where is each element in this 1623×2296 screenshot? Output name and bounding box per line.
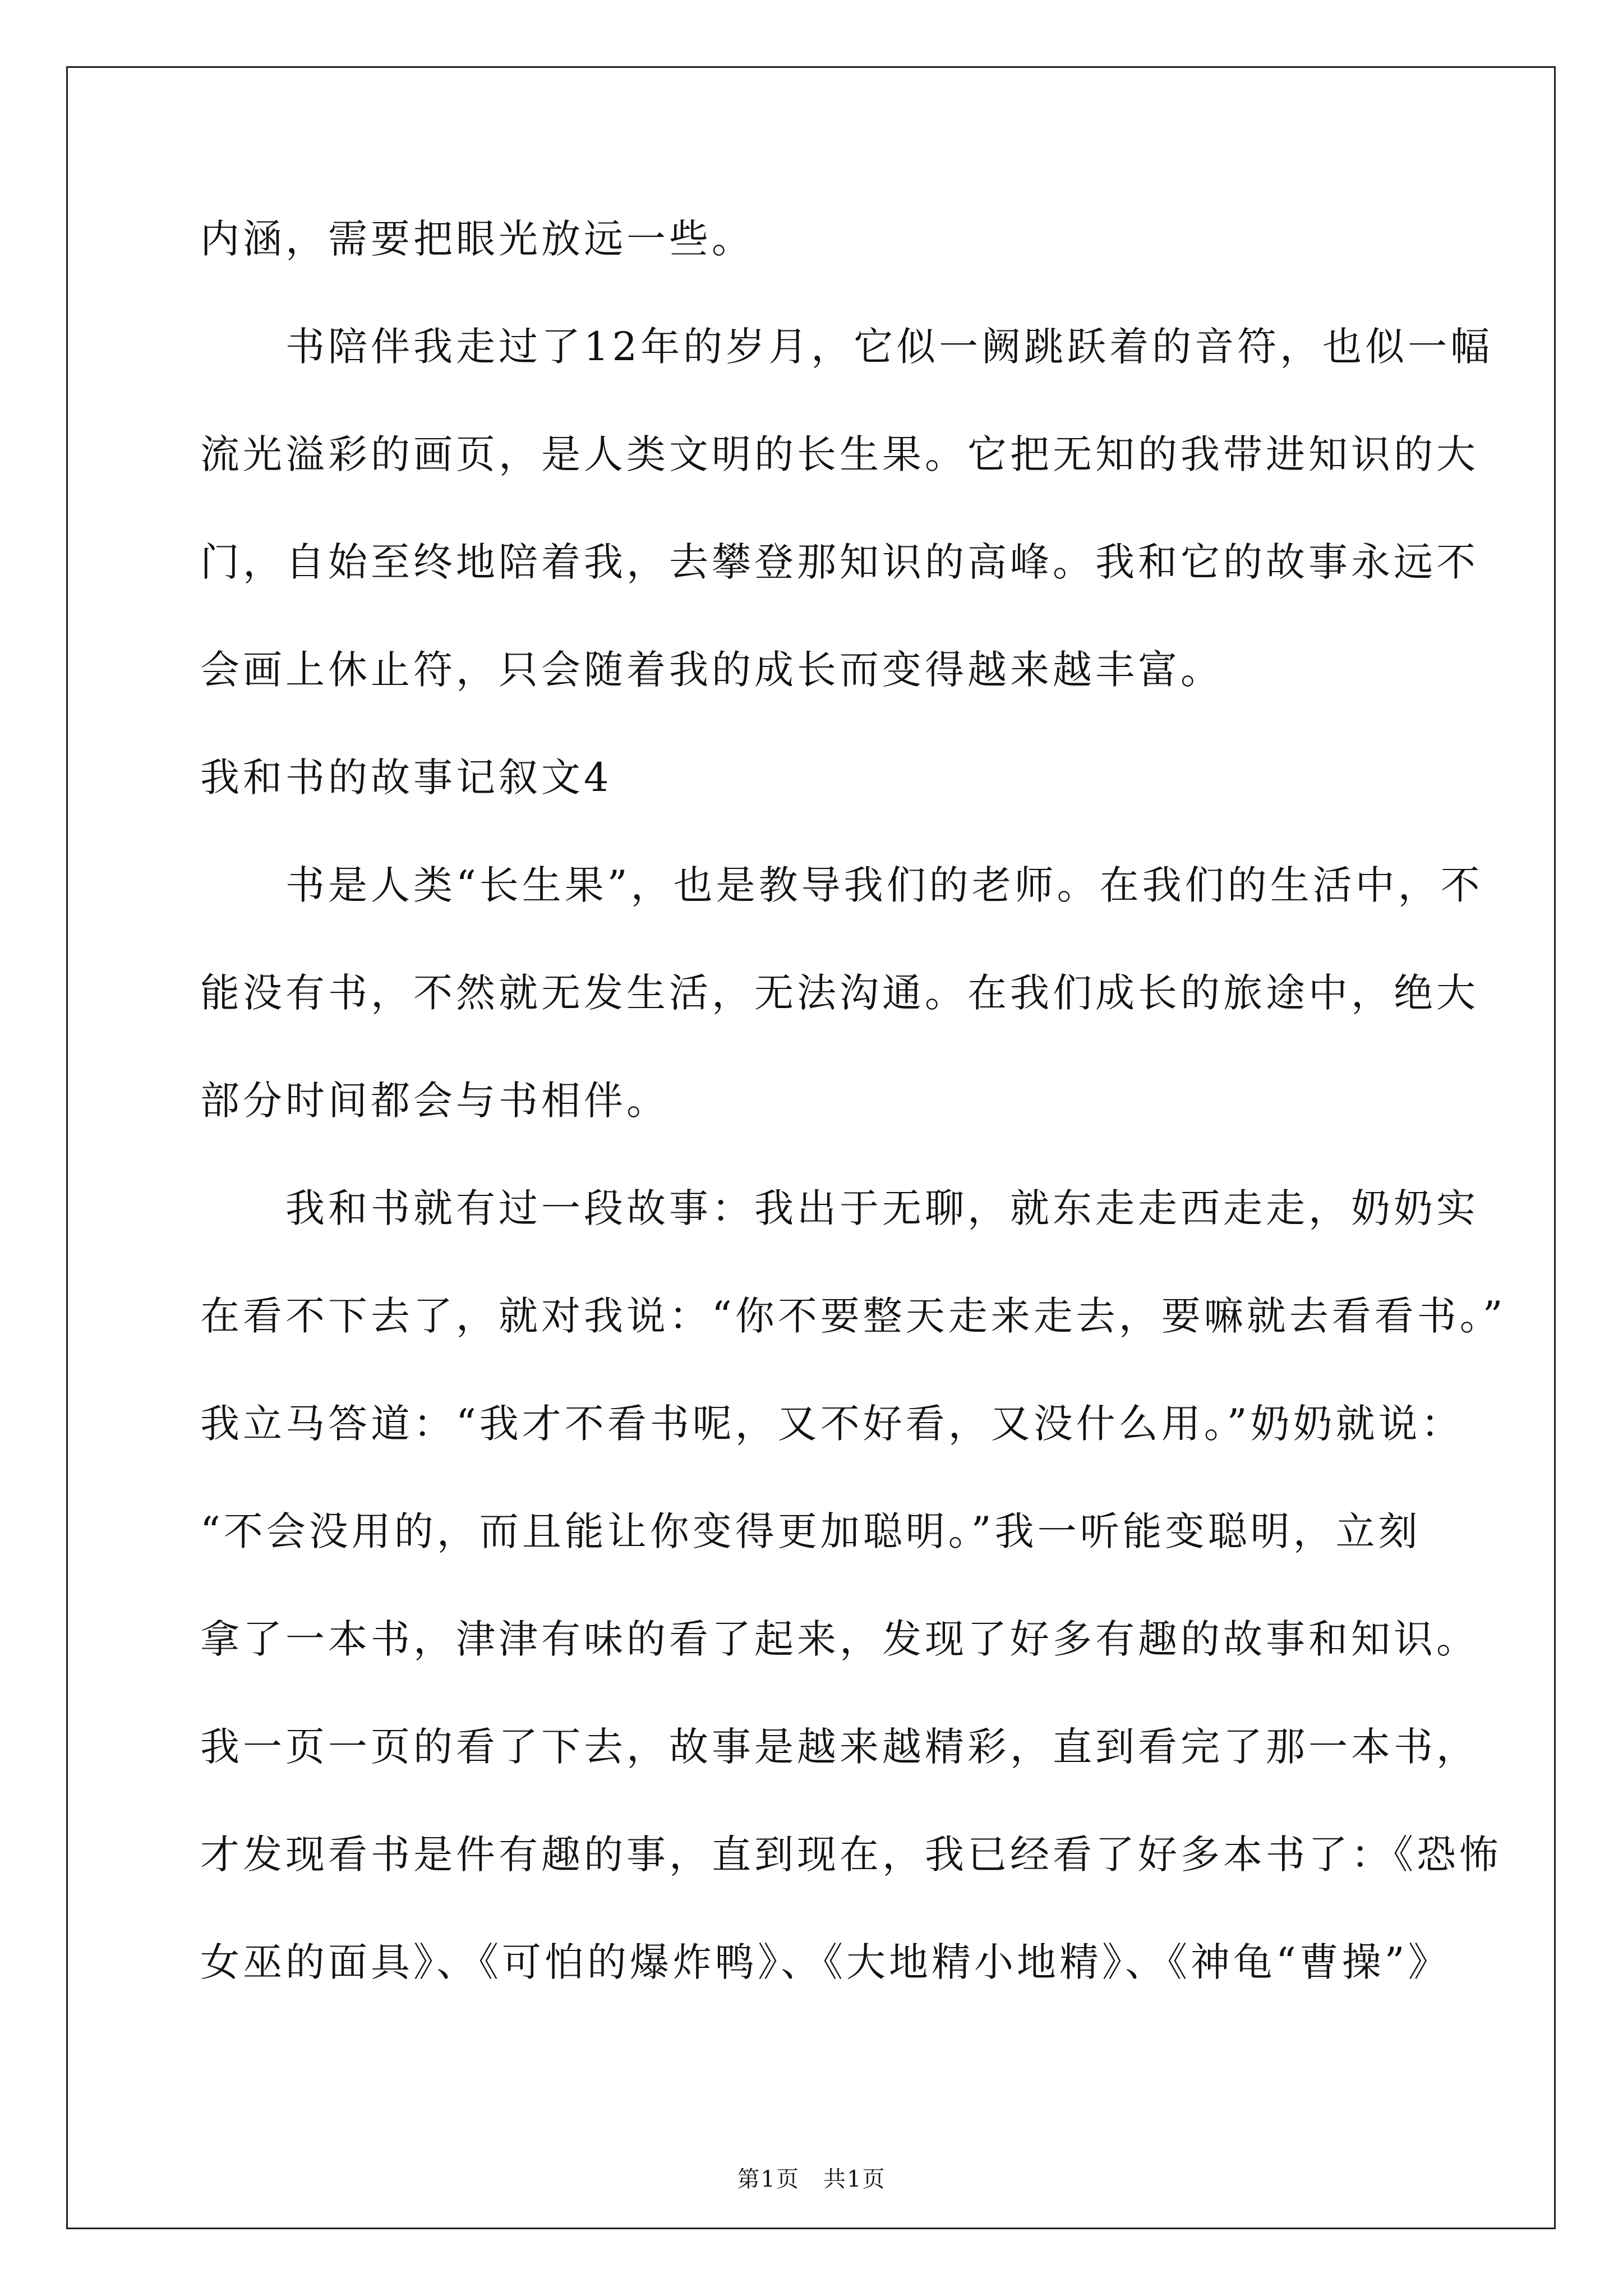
text-line: 我立马答道：“我才不看书呢，又不好看，又没什么用。”奶奶就说： [200, 1401, 1464, 1447]
document-body [200, 212, 1506, 1989]
text-line: 我一页一页的看了下去，故事是越来越精彩，直到看完了那一本书， [200, 1724, 1479, 1770]
text-line: “不会没用的，而且能让你变得更加聪明。”我一听能变聪明，立刻 [200, 1508, 1421, 1554]
text-line: 会画上休止符，只会随着我的成长而变得越来越丰富。 [200, 647, 1223, 693]
text-line: 能没有书，不然就无发生活，无法沟通。在我们成长的旅途中，绝大 [200, 970, 1479, 1016]
text-line: 书是人类“长生果”，也是教导我们的老师。在我们的生活中，不 [200, 862, 1483, 908]
text-line: 我和书就有过一段故事：我出于无聊，就东走走西走走，奶奶实 [200, 1185, 1479, 1231]
text-line: 书陪伴我走过了12年的岁月，它似一阙跳跃着的音符，也似一幅 [200, 324, 1493, 370]
text-line: 在看不下去了，就对我说：“你不要整天走来走去，要嘛就去看看书。” [200, 1293, 1506, 1339]
page-number: 第1页 共1页 [737, 2166, 886, 2192]
section-title: 我和书的故事记叙文4 [200, 754, 612, 800]
text-line: 门，自始至终地陪着我，去攀登那知识的高峰。我和它的故事永远不 [200, 539, 1479, 585]
text-line: 内涵，需要把眼光放远一些。 [200, 216, 754, 262]
text-line: 女巫的面具》、《可怕的爆炸鸭》、《大地精小地精》、《神龟“曹操”》 [200, 1939, 1451, 1985]
text-line: 部分时间都会与书相伴。 [200, 1078, 669, 1124]
text-line: 才发现看书是件有趣的事，直到现在，我已经看了好多本书了：《恐怖 [200, 1832, 1502, 1878]
text-line: 流光溢彩的画页，是人类文明的长生果。它把无知的我带进知识的大 [200, 431, 1479, 477]
text-line: 拿了一本书，津津有味的看了起来，发现了好多有趣的故事和知识。 [200, 1616, 1479, 1662]
